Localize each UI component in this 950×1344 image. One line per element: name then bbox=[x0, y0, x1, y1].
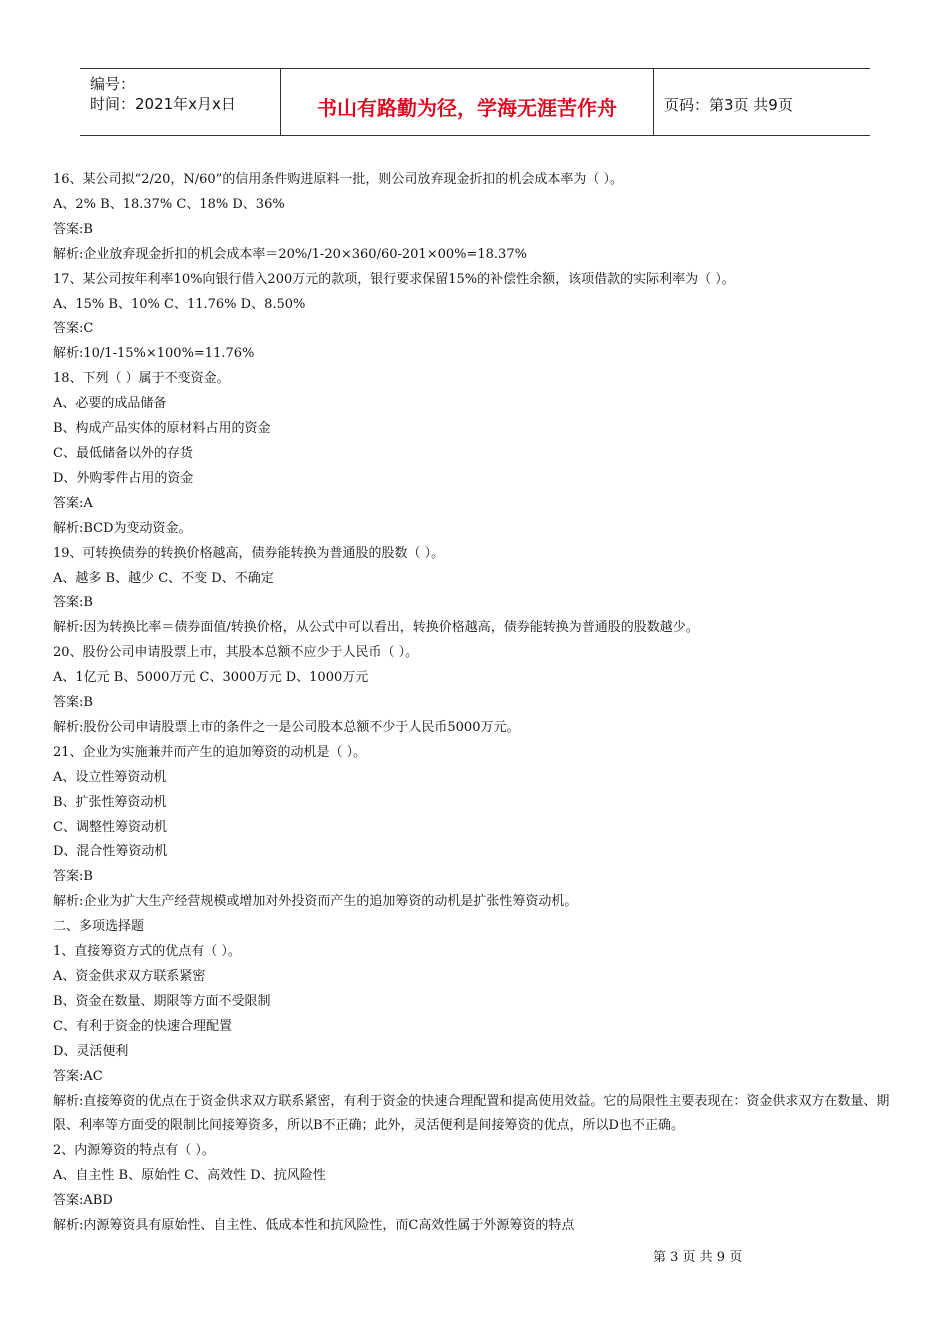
text-line: A、越多 B、越少 C、不变 D、不确定 bbox=[53, 570, 274, 586]
header-left-cell bbox=[80, 69, 281, 135]
text-line: 16、某公司拟“2/20，N/60”的信用条件购进原料一批，则公司放弃现金折扣的机会成本率为（ ）。 bbox=[53, 172, 623, 187]
text-line: A、15% B、10% C、11.76% D、8.50% bbox=[53, 296, 306, 312]
text-line: 2、内源筹资的特点有（ ）。 bbox=[53, 1143, 215, 1159]
text-line: 答案:B bbox=[53, 221, 93, 237]
text-line: 答案:C bbox=[53, 321, 94, 337]
text-line: B、资金在数量、期限等方面不受限制 bbox=[53, 993, 271, 1009]
text-line: C、最低储备以外的存货 bbox=[53, 445, 193, 461]
text-line: A、自主性 B、原始性 C、高效性 D、抗风险性 bbox=[53, 1168, 326, 1184]
text-line: A、设立性筹资动机 bbox=[53, 769, 167, 785]
header-motto: 书山有路勤为径，学海无涯苦作舟 bbox=[317, 96, 617, 120]
text-line: A、1亿元 B、5000万元 C、3000万元 D、1000万元 bbox=[53, 670, 369, 686]
text-line: 答案:B bbox=[53, 869, 93, 885]
text-line: A、必要的成品储备 bbox=[53, 396, 167, 412]
text-line: A、资金供求双方联系紧密 bbox=[53, 969, 206, 984]
header-middle-cell bbox=[281, 69, 654, 135]
text-line: 答案:AC bbox=[53, 1068, 103, 1084]
text-line: B、构成产品实体的原材料占用的资金 bbox=[53, 421, 271, 437]
document-body bbox=[53, 168, 903, 1239]
page-footer: 第 3 页 共 9 页 bbox=[653, 1250, 743, 1265]
section-heading: 二、多项选择题 bbox=[53, 919, 145, 935]
text-line: C、有利于资金的快速合理配置 bbox=[53, 1018, 232, 1034]
header-right-cell bbox=[654, 69, 870, 135]
text-line: D、混合性筹资动机 bbox=[53, 844, 168, 860]
text-line: 答案:ABD bbox=[53, 1193, 113, 1209]
text-line: 21、企业为实施兼并而产生的追加筹资的动机是（ ）。 bbox=[53, 744, 367, 760]
text-line: 答案:B bbox=[53, 695, 93, 711]
header-page-code: 页码：第3页 共9页 bbox=[664, 96, 793, 114]
text-line: 17、某公司按年利率10%向银行借入200万元的款项，银行要求保留15%的补偿性余额，该项借款的实际利率为（ ）。 bbox=[53, 271, 735, 287]
text-line: 答案:B bbox=[53, 595, 93, 611]
text-line: 解析:企业放弃现金折扣的机会成本率＝20%/1-20×360/60-201×00%=18.37% bbox=[53, 246, 527, 262]
page-header bbox=[80, 68, 870, 136]
text-line: 解析:因为转换比率＝债券面值/转换价格，从公式中可以看出，转换价格越高，债券能转换为普通股的股数越少。 bbox=[53, 620, 699, 636]
document-number-label: 编号： bbox=[90, 75, 136, 93]
text-line: 解析:股份公司申请股票上市的条件之一是公司股本总额不少于人民币5000万元。 bbox=[53, 719, 520, 735]
text-line: 20、股份公司申请股票上市，其股本总额不应少于人民币（ ）。 bbox=[53, 645, 419, 661]
text-line: D、外购零件占用的资金 bbox=[53, 470, 194, 486]
text-paragraph: 解析:直接筹资的优点在于资金供求双方联系紧密，有利于资金的快速合理配置和提高使用效益。它的局限性主要表现在：资金供求双方在数量、期限、利率等方面受的限制比间接筹资多，所以B不正确；此外，灵活便利是间接筹资的优点，所以D也不正确。 bbox=[53, 1093, 890, 1134]
text-line: 1、直接筹资方式的优点有（ ）。 bbox=[53, 944, 241, 960]
text-line: 答案:A bbox=[53, 495, 93, 511]
text-line: 解析:BCD为变动资金。 bbox=[53, 520, 192, 536]
text-line: 解析:企业为扩大生产经营规模或增加对外投资而产生的追加筹资的动机是扩张性筹资动机。 bbox=[53, 894, 578, 910]
text-line: B、扩张性筹资动机 bbox=[53, 794, 167, 810]
text-line: A、2% B、18.37% C、18% D、36% bbox=[53, 196, 285, 212]
text-line: 解析:10/1-15%×100%=11.76% bbox=[53, 346, 255, 362]
text-line: 18、下列（ ）属于不变资金。 bbox=[53, 371, 230, 387]
text-line: C、调整性筹资动机 bbox=[53, 819, 167, 835]
document-time-label: 时间：2021年x月x日 bbox=[90, 95, 236, 113]
text-line: D、灵活便利 bbox=[53, 1043, 129, 1059]
text-line: 19、可转换债券的转换价格越高，债券能转换为普通股的股数（ ）。 bbox=[53, 545, 445, 561]
text-line: 解析:内源筹资具有原始性、自主性、低成本性和抗风险性，而C高效性属于外源筹资的特点 bbox=[53, 1218, 575, 1234]
